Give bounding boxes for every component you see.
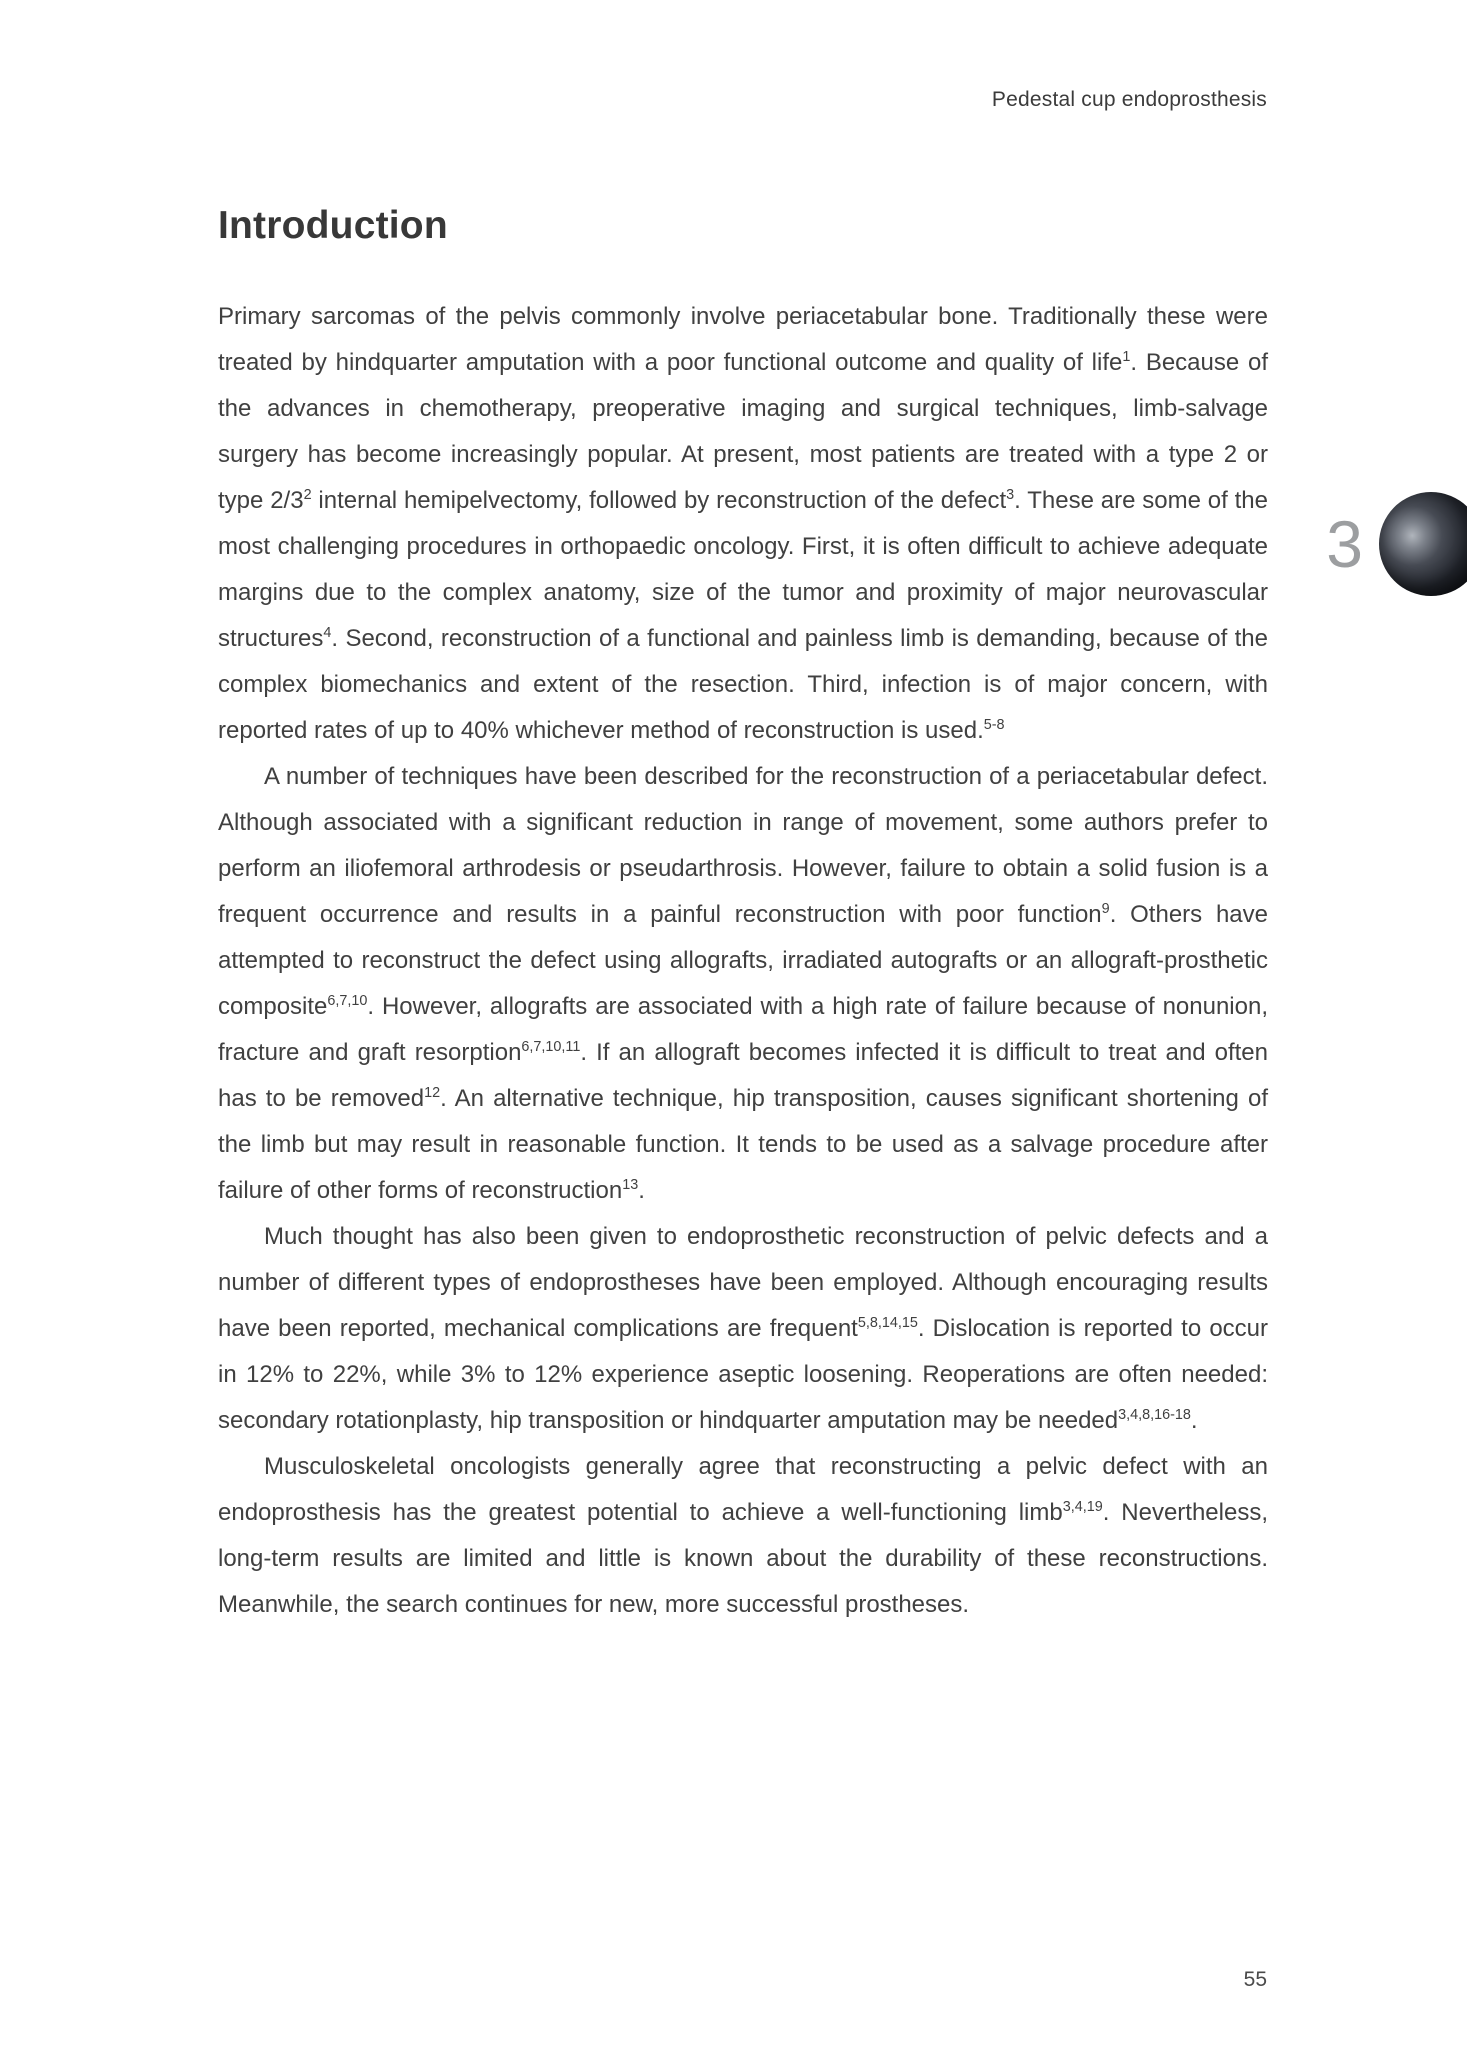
citation-superscript: 12 [424, 1085, 441, 1101]
citation-superscript: 2 [303, 487, 312, 503]
citation-superscript: 13 [622, 1177, 639, 1193]
paragraph: Much thought has also been given to endoprosthetic reconstruction of pelvic defects and a number of different types of endoprostheses have been employed. Although encouraging results have been reported, mechanical complications are frequent$^{5,8,14,15}$. Dislocation is reported to occur in 12% to 22%, while 3% to 12% experience aseptic loosening. Reoperations are often needed: secondary rotationplasty, hip transposition or hindquarter amputation may be needed$^{3,4,8,16-18}$. [218, 1223, 1269, 1434]
citation-superscript: 6,7,10,11 [521, 1039, 581, 1055]
citation-superscript: 5-8 [983, 717, 1005, 733]
citation-superscript: 3,4,8,16-18 [1118, 1407, 1191, 1423]
chapter-tab [1326, 492, 1467, 596]
page-number: 55 [1243, 1968, 1267, 1991]
citation-superscript: 3,4,19 [1062, 1499, 1103, 1515]
paragraph: Musculoskeletal oncologists generally agree that reconstructing a pelvic defect with an endoprosthesis has the greatest potential to achieve a well-functioning limb$^{3,4,19}$. Nevertheless, long-term results are limited and little is known about the durability of these reconstructions. Meanwhile, the search continues for new, more successful prostheses. [218, 1453, 1268, 1618]
chapter-sphere-image [1379, 492, 1467, 596]
paragraph: A number of techniques have been described for the reconstruction of a periacetabular defect. Although associated with a significant reduction in range of movement, some authors prefer to perform an iliofemoral arthrodesis or pseudarthrosis. However, failure to obtain a solid fusion is a frequent occurrence and results in a painful reconstruction with poor function$^9$. Others have attempted to reconstruct the defect using allografts, irradiated autografts or an allograft-prosthetic composite$^{6,7,10}$. However, allografts are associated with a high rate of failure because of nonunion, fracture and graft resorption$^{6,7,10,11}$. If an allograft becomes infected it is difficult to treat and often has to be removed$^{12}$. An alternative technique, hip transposition, causes significant shortening of the limb but may result in reasonable function. It tends to be used as a salvage procedure after failure of other forms of reconstruction$^{13}$. [218, 763, 1269, 1204]
citation-superscript: 3 [1006, 487, 1015, 503]
section-heading: Introduction [218, 204, 448, 247]
citation-superscript: 6,7,10 [327, 993, 368, 1009]
body-text [218, 294, 1268, 1628]
citation-superscript: 9 [1101, 901, 1110, 917]
citation-superscript: 1 [1122, 349, 1131, 365]
page-content [218, 204, 1268, 1628]
running-header: Pedestal cup endoprosthesis [991, 88, 1267, 111]
citation-superscript: 5,8,14,15 [857, 1315, 918, 1331]
citation-superscript: 4 [323, 625, 332, 641]
chapter-number: 3 [1326, 507, 1363, 581]
paragraph: Primary sarcomas of the pelvis commonly involve periacetabular bone. Traditionally these were treated by hindquarter amputation with a poor functional outcome and quality of life$^1$. Because of the advances in chemotherapy, preoperative imaging and surgical techniques, limb-salvage surgery has become increasingly popular. At present, most patients are treated with a type 2 or type $2/3^2$ internal hemipelvectomy, followed by reconstruction of the defect$^3$. These are some of the most challenging procedures in orthopaedic oncology. First, it is often difficult to achieve adequate margins due to the complex anatomy, size of the tumor and proximity of major neurovascular structures$^4$. Second, reconstruction of a functional and painless limb is demanding, because of the complex biomechanics and extent of the resection. Third, infection is of major concern, with reported rates of up to 40% whichever method of reconstruction is used.$^{5-8}$ [218, 303, 1269, 744]
